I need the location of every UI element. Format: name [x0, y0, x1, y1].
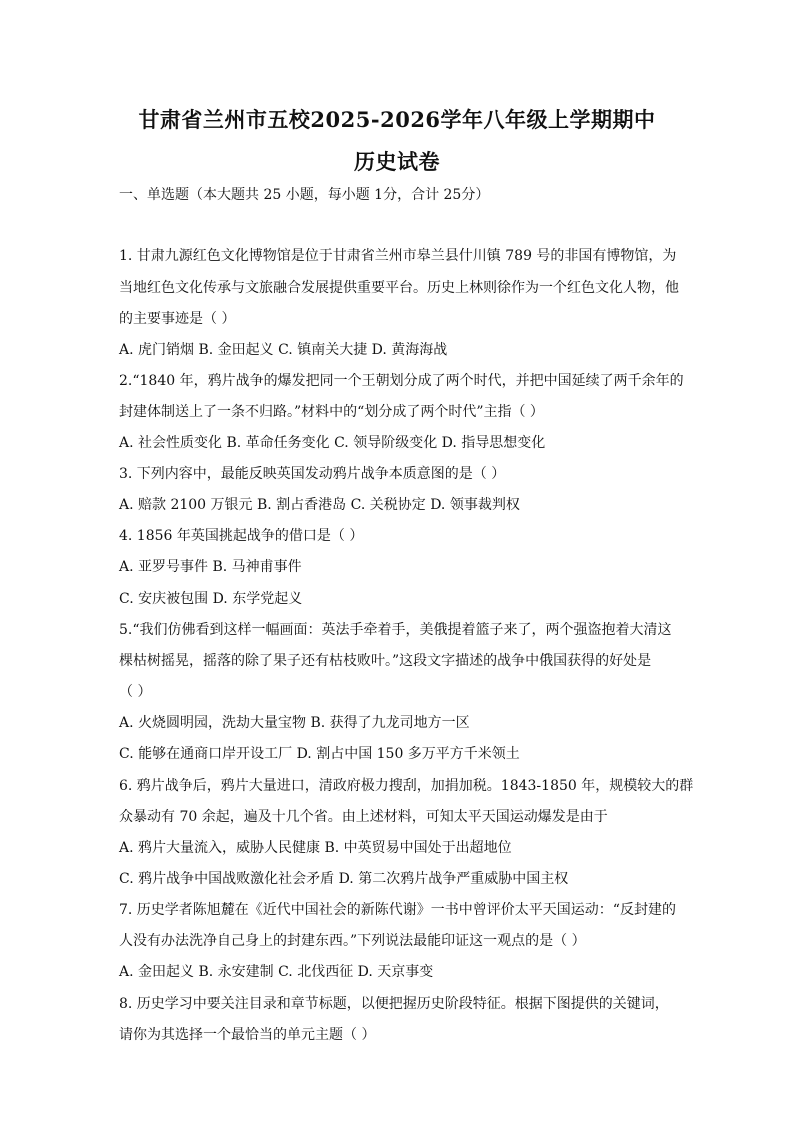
exam-subject-title: 历史试卷 — [354, 149, 440, 174]
question-2-options: A. 社会性质变化 B. 革命任务变化 C. 领导阶级变化 D. 指导思想变化 — [119, 435, 546, 451]
question-5-stem-line: 棵枯树摇晃，摇落的除了果子还有枯枝败叶。”这段文字描述的战争中俄国获得的好处是 — [119, 653, 652, 669]
question-5-options: A. 火烧圆明园，洗劫大量宝物 B. 获得了九龙司地方一区 — [119, 715, 470, 731]
question-4-options: C. 安庆被包围 D. 东学党起义 — [119, 591, 303, 607]
question-5-stem-line: （ ） — [119, 684, 152, 700]
question-4-stem-line: 4. 1856 年英国挑起战争的借口是（ ） — [119, 528, 364, 544]
question-3-stem-line: 3. 下列内容中，最能反映英国发动鸦片战争本质意图的是（ ） — [119, 466, 506, 482]
exam-title: 甘肃省兰州市五校2025-2026学年八年级上学期期中 — [138, 107, 656, 132]
question-4-options: A. 亚罗号事件 B. 马神甫事件 — [119, 559, 302, 575]
question-2-stem-line: 封建体制送上了一条不归路。”材料中的“划分成了两个时代”主指（ ） — [119, 404, 544, 420]
question-8-stem-line: 8. 历史学习中要关注目录和章节标题，以便把握历史阶段特征。根据下图提供的关键词， — [119, 996, 669, 1012]
question-7-stem-line: 人没有办法洗净自己身上的封建东西。”下列说法最能印证这一观点的是（ ） — [119, 933, 586, 949]
question-6-stem-line: 众暴动有 70 余起，遍及十几个省。由上述材料，可知太平天国运动爆发是由于 — [119, 809, 608, 825]
question-7-options: A. 金田起义 B. 永安建制 C. 北伐西征 D. 天京事变 — [119, 964, 434, 980]
question-2-stem-line: 2.“1840 年，鸦片战争的爆发把同一个王朝划分成了两个时代，并把中国延续了两千余年的 — [119, 373, 684, 389]
question-5-options: C. 能够在通商口岸开设工厂 D. 割占中国 150 多万平方千米领土 — [119, 746, 520, 762]
question-6-options: A. 鸦片大量流入，威胁人民健康 B. 中英贸易中国处于出超地位 — [119, 840, 512, 856]
question-6-stem-line: 6. 鸦片战争后，鸦片大量进口，清政府极力搜刮，加捐加税。1843-1850 年，规模较大的群 — [119, 778, 694, 794]
question-3-options: A. 赔款 2100 万银元 B. 割占香港岛 C. 关税协定 D. 领事裁判权 — [119, 497, 520, 513]
question-8-stem-line: 请你为其选择一个最恰当的单元主题（ ） — [119, 1027, 376, 1043]
question-7-stem-line: 7. 历史学者陈旭麓在《近代中国社会的新陈代谢》一书中曾评价太平天国运动：“反封建的 — [119, 902, 676, 918]
section-heading: 一、单选题（本大题共 25 小题，每小题 1分，合计 25分） — [119, 187, 490, 203]
question-5-stem-line: 5.“我们仿佛看到这样一幅画面：英法手牵着手，美俄提着篮子来了，两个强盗抱着大清这 — [119, 622, 672, 638]
question-6-options: C. 鸦片战争中国战败激化社会矛盾 D. 第二次鸦片战争严重威胁中国主权 — [119, 871, 569, 887]
question-1-options: A. 虎门销烟 B. 金田起义 C. 镇南关大捷 D. 黄海海战 — [119, 342, 448, 358]
question-1-stem-line: 的主要事迹是（ ） — [119, 311, 236, 327]
question-1-stem-line: 1. 甘肃九源红色文化博物馆是位于甘肃省兰州市皋兰县什川镇 789 号的非国有博物馆，为 — [119, 248, 677, 264]
question-1-stem-line: 当地红色文化传承与文旅融合发展提供重要平台。历史上林则徐作为一个红色文化人物，他 — [119, 280, 679, 296]
